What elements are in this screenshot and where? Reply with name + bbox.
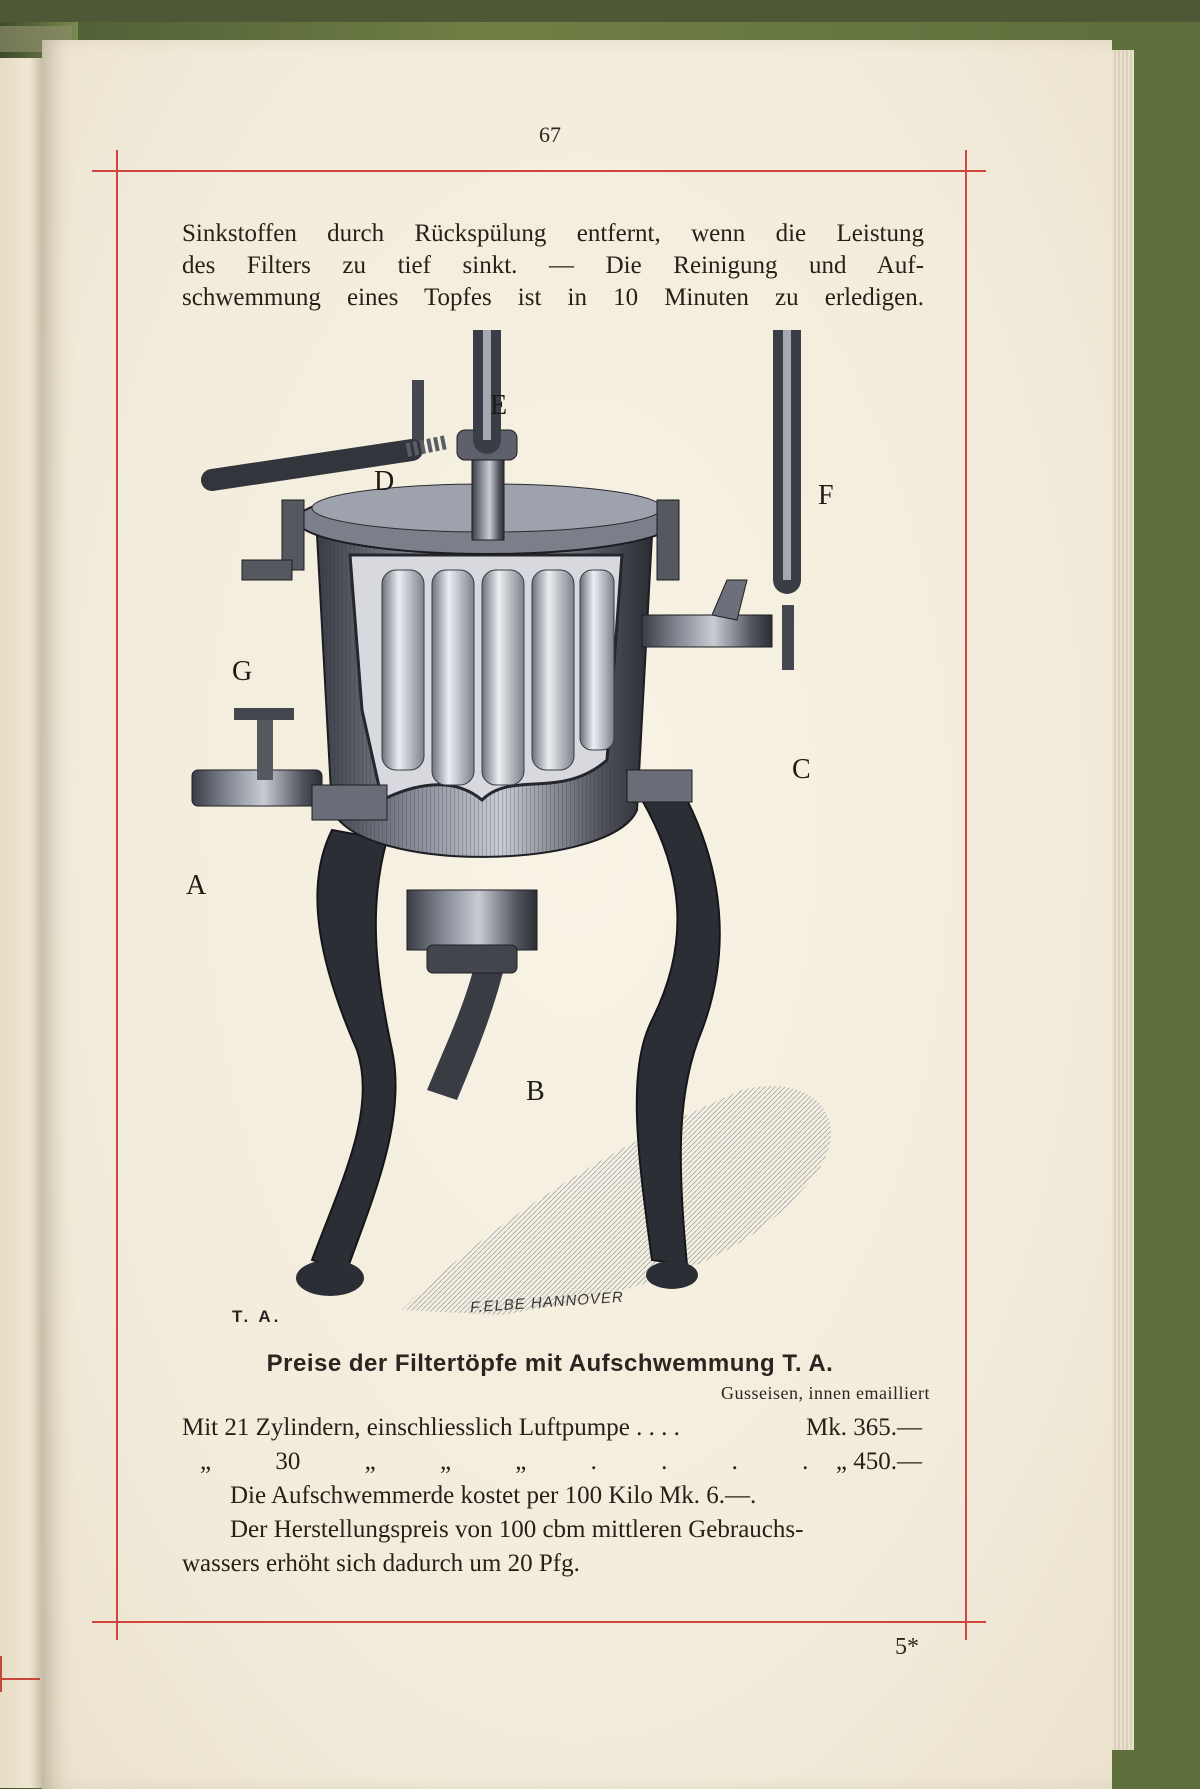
price-row-description: „ 30 „ „ „ . . . . [200,1448,809,1475]
lid-bolt [657,500,679,580]
price-heading: Preise der Filtertöpfe mit Aufschwemmung T. A. [266,1350,834,1377]
leg-bracket [627,770,692,802]
page-number: 67 [539,122,561,147]
left-page-edge [0,58,42,1788]
filter-cylinder [532,570,574,770]
intro-line: des Filters zu tief sinkt. — Die Reinigung und Auf- [182,252,924,279]
paw-right [646,1261,698,1289]
paw-left [296,1260,364,1296]
note-aufschwemmerde: Die Aufschwemmerde kostet per 100 Kilo Mk. 6.—. [230,1482,757,1509]
intro-line: Sinkstoffen durch Rückspülung entfernt, wenn die Leistung [182,220,924,247]
leg-bracket [312,785,387,820]
left-page-frame-rule [0,1678,40,1680]
tap-g [242,560,292,580]
price-row-amount: „ 450.— [835,1448,922,1475]
figure-label-a: A [186,870,207,901]
figure-label-g: G [232,656,253,687]
note-herstellungspreis-line-2: wassers erhöht sich dadurch um 20 Pfg. [182,1550,580,1577]
outlet-c-handle [782,605,794,670]
engraver-signature: F.ELBE HANNOVER [469,1288,625,1317]
outlet-c-spout [712,580,747,620]
signature-mark: 5* [895,1634,919,1660]
note-herstellungspreis-line-1: Der Herstellungspreis von 100 cbm mittleren Gebrauchs- [230,1516,804,1543]
price-row [182,1414,922,1442]
figure-label-b: B [526,1076,545,1107]
filter-cylinder [382,570,424,770]
bottom-clamp [427,945,517,973]
frame-rule-bottom [92,1621,986,1623]
material-note: Gusseisen, innen emailliert [721,1383,930,1403]
intro-line: schwemmung eines Topfes ist in 10 Minuten zu erledigen. [182,284,924,311]
frame-rule-top [92,170,986,172]
intro-paragraph [182,218,924,314]
leg-left [312,830,396,1270]
figure-mark: T. A. [232,1307,282,1326]
bottom-outlet [407,890,537,950]
floor-shadow [402,1086,831,1315]
frame-rule-left [116,150,118,1640]
filter-cylinder [580,570,614,750]
filter-cylinder [482,570,524,785]
price-row [200,1448,922,1476]
filter-pot-illustration [182,330,942,1320]
cover-top-edge [0,0,1200,22]
outlet-c-pipe [642,615,772,647]
inlet-a-handle [234,708,294,720]
price-row-description: Mit 21 Zylindern, einschliesslich Luftpumpe . . . . [182,1414,680,1441]
filter-cylinder [432,570,474,785]
figure-label-d: D [374,466,395,497]
frame-rule-right [965,150,967,1640]
figure-label-f: F [818,480,834,511]
left-page-frame-tick [0,1656,2,1692]
price-row-amount: Mk. 365.— [806,1414,922,1441]
inlet-a-stem [257,720,273,780]
figure-label-c: C [792,754,811,785]
figure-label-e: E [490,390,508,421]
